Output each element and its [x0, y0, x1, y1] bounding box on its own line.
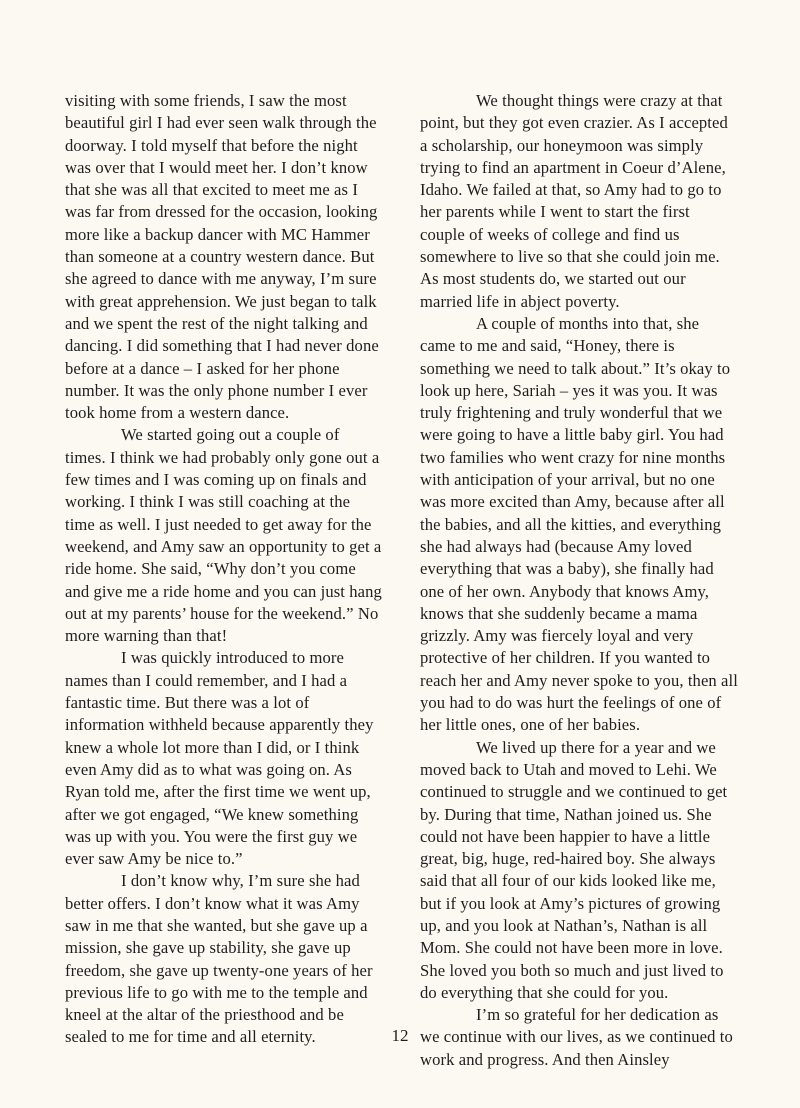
paragraph: I don’t know why, I’m sure she had better offers. I don’t know what it was Amy saw in me that she wanted, but she gave up a mission, she gave up stability, she gave up freedom, she gave up twenty-one years of her previous life to go with me to the temple and kneel at the altar of the priesthood and be sealed to me for time and all eternity. [65, 871, 373, 1047]
paragraph: I’m so grateful for her dedication as we continue with our lives, as we continued to work and progress. And then Ainsley [420, 1005, 733, 1069]
left-text-column [65, 90, 383, 1049]
paragraph: We thought things were crazy at that point, but they got even crazier. As I accepted a scholarship, our honeymoon was simply trying to find an apartment in Coeur d’Alene, Idaho. We failed at that, so Amy had to go to her parents while I went to start the first couple of weeks of college and find us somewhere to live so that she could join me. As most students do, we started out our married life in abject poverty. [420, 91, 728, 311]
paragraph: visiting with some friends, I saw the most beautiful girl I had ever seen walk through the doorway. I told myself that before the night was over that I would meet her. I don’t know that she was all that excited to meet me as I was far from dressed for the occasion, looking more like a backup dancer with MC Hammer than someone at a country western dance. But she agreed to dance with me anyway, I’m sure with great apprehension. We just began to talk and we spent the rest of the night talking and dancing. I did something that I had never done before at a dance – I asked for her phone number. It was the only phone number I ever took home from a western dance. [65, 91, 379, 423]
paragraph: I was quickly introduced to more names than I could remember, and I had a fantastic time. But there was a lot of information withheld because apparently they knew a whole lot more than I did, or I think even Amy did as to what was going on. As Ryan told me, after the first time we went up, after we got engaged, “We knew something was up with you. You were the first guy we ever saw Amy be nice to.” [65, 648, 374, 869]
paragraph: A couple of months into that, she came to me and said, “Honey, there is something we need to talk about.” It’s okay to look up here, Sariah – yes it was you. It was truly frightening and truly wonderful that we were going to have a little baby girl. You had two families who went crazy for nine months with anticipation of your arrival, but no one was more excited than Amy, because after all the babies, and all the kitties, and everything she had always had (because Amy loved everything that was a baby), she finally had one of her own. Anybody that knows Amy, knows that she suddenly became a mama grizzly. Amy was fiercely loyal and very protective of her children. If you wanted to reach her and Amy never spoke to you, then all you had to do was hurt the feelings of one of her little ones, one of her babies. [420, 313, 738, 735]
paragraph: We lived up there for a year and we moved back to Utah and moved to Lehi. We continued to struggle and we continued to get by. During that time, Nathan joined us. She could not have been happier to have a little great, big, huge, red-haired boy. She always said that all four of our kids looked like me, but if you look at Amy’s pictures of growing up, and you look at Nathan’s, Nathan is all Mom. She could not have been more in love. She loved you both so much and just lived to do everything that she could for you. [420, 737, 728, 1002]
right-text-column [420, 90, 738, 1071]
paragraph: We started going out a couple of times. I think we had probably only gone out a few times and I was coming up on finals and working. I think I was still coaching at the time as well. I just needed to get away for the weekend, and Amy saw an opportunity to get a ride home. She said, “Why don’t you come and give me a ride home and you can just hang out at my parents’ house for the weekend.” No more warning than that! [65, 425, 382, 646]
page-number: 12 [391, 1026, 409, 1045]
